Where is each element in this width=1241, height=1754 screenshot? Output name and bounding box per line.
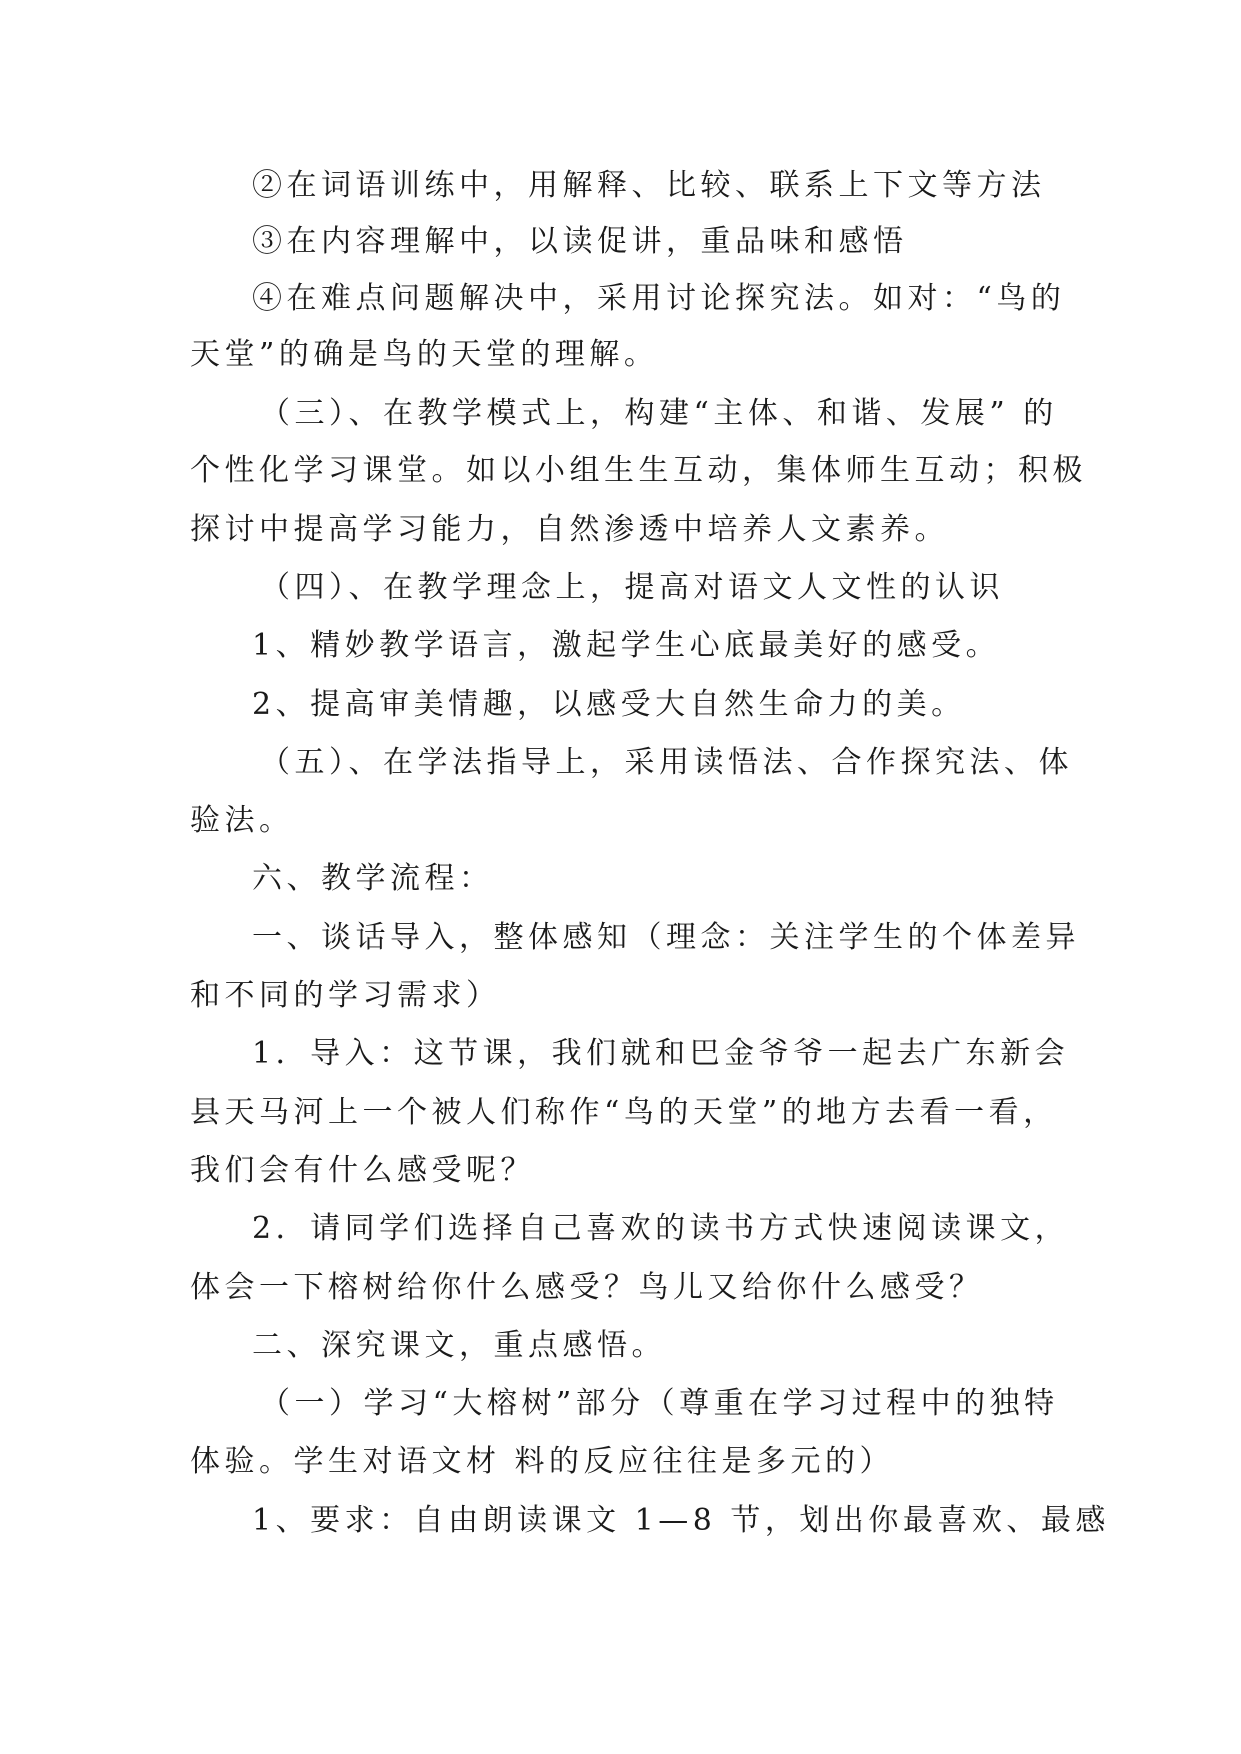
text-line: 和不同的学习需求） [190, 978, 501, 1013]
text-line: 1、要求：自由朗读课文 1—8 节，划出你最喜欢、最感 [252, 1503, 1110, 1538]
text-line: （一）学习“大榕树”部分（尊重在学习过程中的独特 [260, 1386, 1059, 1421]
text-line: 探讨中提高学习能力，自然渗透中培养人文素养。 [190, 512, 949, 547]
text-line: 六、教学流程： [252, 861, 494, 896]
text-line: ③在内容理解中，以读促讲，重品味和感悟 [252, 224, 908, 259]
text-line: 县天马河上一个被人们称作“鸟的天堂”的地方去看一看， [190, 1095, 1058, 1130]
text-line: ②在词语训练中，用解释、比较、联系上下文等方法 [252, 168, 1046, 203]
text-line: 二、深究课文，重点感悟。 [252, 1328, 666, 1363]
text-line: 验法。 [190, 803, 294, 838]
text-line: 我们会有什么感受呢？ [190, 1153, 535, 1188]
text-line: 体验。学生对语文材 料的反应往往是多元的） [190, 1444, 895, 1479]
text-line: （五）、在学法指导上，采用读悟法、合作探究法、体 [260, 745, 1073, 780]
text-line: 1、精妙教学语言，激起学生心底最美好的感受。 [252, 628, 1001, 663]
text-line: ④在难点问题解决中，采用讨论探究法。如对：“鸟的 [252, 281, 1066, 316]
text-line: 一、谈话导入，整体感知（理念：关注学生的个体差异 [252, 920, 1080, 955]
text-line: 天堂”的确是鸟的天堂的理解。 [190, 337, 659, 372]
text-line: 个性化学习课堂。如以小组生生互动，集体师生互动；积极 [190, 453, 1087, 488]
text-line: 2．请同学们选择自己喜欢的读书方式快速阅读课文， [252, 1211, 1070, 1246]
text-line: （三）、在教学模式上，构建“主体、和谐、发展” 的 [260, 396, 1058, 431]
text-line: 体会一下榕树给你什么感受？鸟儿又给你什么感受？ [190, 1270, 984, 1305]
text-line: 1．导入：这节课，我们就和巴金爷爷一起去广东新会 [252, 1036, 1070, 1071]
text-line: （四）、在教学理念上，提高对语文人文性的认识 [260, 570, 1004, 605]
text-line: 2、提高审美情趣，以感受大自然生命力的美。 [252, 687, 966, 722]
